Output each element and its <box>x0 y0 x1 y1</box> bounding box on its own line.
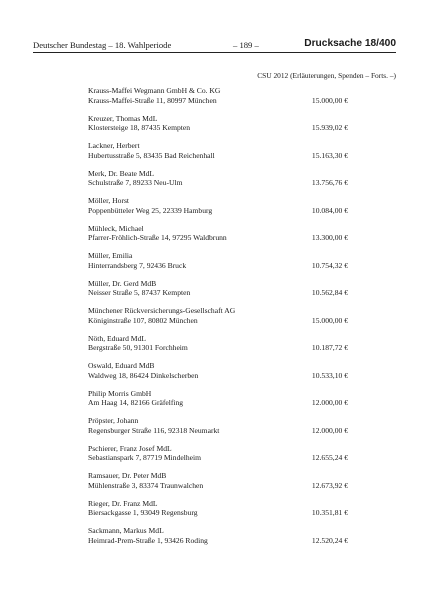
donation-amount: 15.939,02 € <box>311 123 348 133</box>
donor-address: Biersackgasse 1, 93049 Regensburg <box>88 508 198 518</box>
donor-name: Sackmann, Markus MdL <box>88 526 164 535</box>
donor-name: Pröpster, Johann <box>88 416 139 425</box>
donation-entry <box>88 141 348 169</box>
donor-address: Hubertusstraße 5, 83435 Bad Reichenhall <box>88 150 215 160</box>
donor-address: Schulstraße 7, 89233 Neu-Ulm <box>88 178 183 188</box>
donation-entry <box>88 224 348 252</box>
donation-entry <box>88 526 348 554</box>
donation-amount: 10.562,84 € <box>311 288 348 298</box>
donation-entry <box>88 251 348 279</box>
donation-amount: 10.533,10 € <box>311 370 348 380</box>
donor-name: Müller, Emilia <box>88 251 133 260</box>
donation-entry <box>88 471 348 499</box>
donor-address: Poppenbütteler Weg 25, 22339 Hamburg <box>88 205 213 215</box>
donation-entry <box>88 389 348 417</box>
donation-amount: 13.756,76 € <box>311 178 348 188</box>
donor-address: Pfarrer-Fröhlich-Straße 14, 97295 Waldbrunn <box>88 233 227 243</box>
donation-entry <box>88 306 348 334</box>
donor-address: Sebastianspark 7, 87719 Mindelheim <box>88 453 202 463</box>
donor-address: Hinterrandsberg 7, 92436 Bruck <box>88 260 187 270</box>
donor-name: Münchener Rückversicherungs-Gesellschaft AG <box>88 306 236 315</box>
donation-amount: 10.754,32 € <box>311 260 348 270</box>
donor-name: Rieger, Dr. Franz MdL <box>88 498 158 508</box>
donation-entry <box>88 114 348 142</box>
donor-name: Ramsauer, Dr. Peter MdB <box>88 471 167 480</box>
donation-amount: 12.000,00 € <box>311 425 348 435</box>
donation-amount: 10.187,72 € <box>311 343 348 353</box>
donation-amount: 15.000,00 € <box>311 95 348 105</box>
donor-address: Königinstraße 107, 80802 München <box>88 315 198 325</box>
section-caption: CSU 2012 (Erläuterungen, Spenden – Forts. –) <box>257 71 396 80</box>
donation-entry <box>88 196 348 224</box>
donor-address: Regensburger Straße 116, 92318 Neumarkt <box>88 425 220 435</box>
donor-address: Bergstraße 50, 91301 Forchheim <box>88 343 188 353</box>
donor-name: Müller, Dr. Gerd MdB <box>88 278 157 288</box>
donation-list <box>88 86 348 554</box>
donation-entry <box>88 361 348 389</box>
header-page-number: – 189 – <box>233 40 259 50</box>
donation-entry <box>88 416 348 444</box>
donation-entry <box>88 86 348 114</box>
donor-name: Philip Morris GmbH <box>88 388 152 398</box>
donor-address: Neisser Straße 5, 87437 Kempten <box>88 288 191 298</box>
donor-address: Am Haag 14, 82166 Gräfelfing <box>88 398 184 408</box>
donor-address: Klostersteige 18, 87435 Kempten <box>88 123 191 133</box>
donor-address: Mühlenstraße 3, 83374 Traunwalchen <box>88 480 204 490</box>
donor-name: Krauss-Maffei Wegmann GmbH & Co. KG <box>88 86 221 95</box>
donor-name: Merk, Dr. Beate MdL <box>88 168 155 178</box>
donation-amount: 12.655,24 € <box>311 453 348 463</box>
donor-name: Kreuzer, Thomas MdL <box>88 113 158 123</box>
donor-name: Möller, Horst <box>88 196 130 205</box>
donation-entry <box>88 169 348 197</box>
donation-amount: 12.000,00 € <box>311 398 348 408</box>
donation-amount: 10.351,81 € <box>311 508 348 518</box>
donation-amount: 15.163,30 € <box>311 150 348 160</box>
donation-entry <box>88 444 348 472</box>
donation-amount: 15.000,00 € <box>311 315 348 325</box>
donor-name: Mühleck, Michael <box>88 223 144 233</box>
donor-name: Pschierer, Franz Josef MdL <box>88 443 172 453</box>
header-document-label: Drucksache 18/ <box>304 38 379 49</box>
header-publication: Deutscher Bundestag – 18. Wahlperiode <box>33 40 172 50</box>
donor-address: Heimrad-Prem-Straße 1, 93426 Roding <box>88 535 208 545</box>
donation-amount: 10.084,00 € <box>311 205 348 215</box>
donor-name: Oswald, Eduard MdB <box>88 361 155 370</box>
header-document-number <box>304 37 396 51</box>
donation-amount: 12.673,92 € <box>311 480 348 490</box>
page-header <box>33 38 396 53</box>
donation-entry <box>88 279 348 307</box>
donor-name: Lackner, Herbert <box>88 141 140 150</box>
donation-entry <box>88 499 348 527</box>
donation-amount: 12.520,24 € <box>311 535 348 545</box>
donor-address: Waldweg 18, 86424 Dinkelscherben <box>88 370 199 380</box>
header-document-suffix: 400 <box>379 38 396 49</box>
donor-address: Krauss-Maffei-Straße 11, 80997 München <box>88 95 217 105</box>
donor-name: Nöth, Eduard MdL <box>88 333 146 343</box>
donation-amount: 13.300,00 € <box>311 233 348 243</box>
donation-entry <box>88 334 348 362</box>
